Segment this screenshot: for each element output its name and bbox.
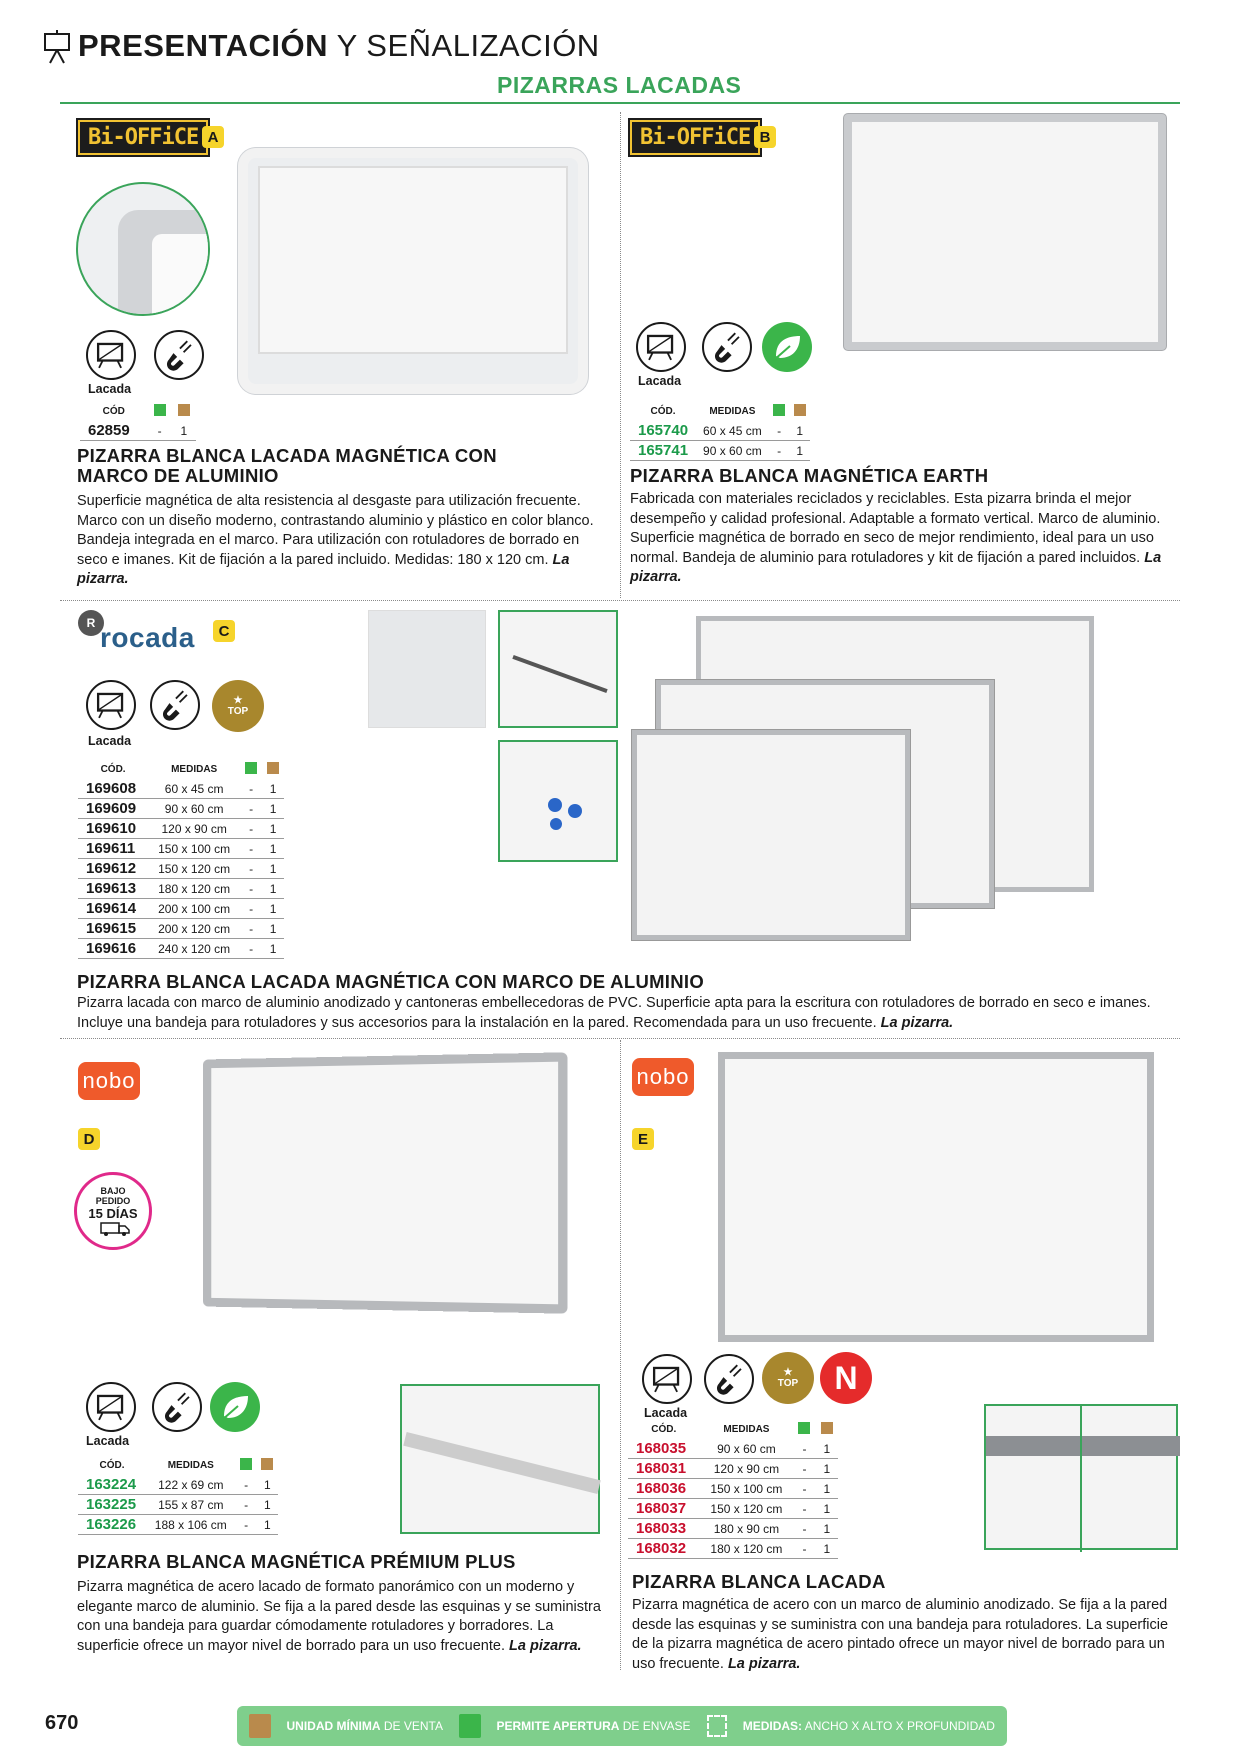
box-icon	[178, 404, 190, 416]
table-row: 168036 150 x 100 cm - 1	[628, 1479, 838, 1499]
nobo-logo: nobo	[78, 1062, 140, 1100]
table-row: 169616 240 x 120 cm - 1	[78, 939, 284, 959]
box-icon	[261, 1458, 273, 1470]
page-title: PRESENTACIÓN Y SEÑALIZACIÓN	[78, 28, 600, 63]
table-row: 169610 120 x 90 cm - 1	[78, 819, 284, 839]
magnetic-icon	[702, 322, 752, 372]
legend-bar	[237, 1706, 1007, 1746]
legend-unit: UNIDAD MÍNIMA DE VENTA	[286, 1719, 443, 1733]
box-icon	[267, 762, 279, 774]
open-pack-icon	[459, 1714, 481, 1738]
order-15-days-badge: BAJO PEDIDO 15 DÍAS	[74, 1172, 152, 1250]
new-product-icon: N	[820, 1352, 872, 1404]
product-b-title: PIZARRA BLANCA MAGNÉTICA EARTH	[630, 465, 989, 486]
product-letter-e: E	[632, 1128, 654, 1150]
lacquered-board-icon	[86, 680, 136, 730]
presentation-board-icon	[42, 30, 72, 64]
table-row: 168033 180 x 90 cm - 1	[628, 1519, 838, 1539]
legend-dimensions: MEDIDAS: ANCHO X ALTO X PROFUNDIDAD	[742, 1719, 995, 1733]
product-letter-d: D	[78, 1128, 100, 1150]
legend-open: PERMITE APERTURA DE ENVASE	[496, 1719, 691, 1733]
product-d-title: PIZARRA BLANCA MAGNÉTICA PRÉMIUM PLUS	[77, 1551, 516, 1572]
open-pack-icon	[245, 762, 257, 774]
lacada-label: Lacada	[86, 1434, 130, 1448]
table-row: 169609 90 x 60 cm - 1	[78, 799, 284, 819]
magnetic-icon	[704, 1354, 754, 1404]
table-row: 168032 180 x 120 cm - 1	[628, 1539, 838, 1559]
magnets-detail-photo	[498, 740, 618, 862]
open-pack-icon	[240, 1458, 252, 1470]
product-e-title: PIZARRA BLANCA LACADA	[632, 1571, 886, 1592]
magnetic-icon	[150, 680, 200, 730]
product-c-table: CÓD. MEDIDAS 169608 60 x 45 cm - 1 169609 90 x 60 cm - 1 169610 120 x 90 cm - 1 169611 150 x 100 cm - 1 169612 150 x 120 cm - 1 169613 180 x 120 cm - 1 169614 200 x 100 cm - 1 169615 200 x 120 cm - 1 169616 240 x 120 cm - 1	[78, 760, 284, 959]
corner-detail-photo	[76, 182, 210, 316]
truck-icon	[93, 1221, 133, 1237]
lacada-label: Lacada	[88, 382, 132, 396]
whiteboard-d-image	[203, 1052, 568, 1313]
column-divider	[620, 1040, 621, 1670]
whiteboard-a-image	[238, 148, 588, 394]
table-row: 169614 200 x 100 cm - 1	[78, 899, 284, 919]
box-icon	[249, 1714, 271, 1738]
table-row: 168037 150 x 120 cm - 1	[628, 1499, 838, 1519]
wall-mount-photo	[984, 1404, 1178, 1550]
table-row: 165741 90 x 60 cm - 1	[630, 441, 810, 461]
product-e-description: Pizarra magnética de acero con un marco de aluminio anodizado. Se fija a la pared desde las esquinas y se suministra con una bandeja para rotuladores. La superficie de la pizarra magnética de acero pintado ofrece un mayor nivel de borrado para un uso frecuente. La pizarra.	[632, 1597, 1169, 1672]
table-row: 169608 60 x 45 cm - 1	[78, 779, 284, 799]
top-seal-icon: ★ TOP	[212, 680, 264, 732]
whiteboard-b-image	[844, 114, 1166, 350]
nobo-logo: nobo	[632, 1058, 694, 1096]
room-photo	[368, 610, 486, 728]
table-row: 169612 150 x 120 cm - 1	[78, 859, 284, 879]
row-divider	[60, 1038, 1180, 1039]
table-row: 163225 155 x 87 cm - 1	[78, 1495, 278, 1515]
section-subtitle: PIZARRAS LACADAS	[497, 72, 742, 98]
lacquered-board-icon	[86, 1382, 136, 1432]
product-e-table: CÓD. MEDIDAS 168035 90 x 60 cm - 1 168031 120 x 90 cm - 1 168036 150 x 100 cm - 1 168037 150 x 120 cm - 1 168033 180 x 90 cm - 1 168032 180 x 120 cm - 1	[628, 1420, 838, 1559]
dimensions-icon	[707, 1715, 727, 1737]
table-row: 62859 - 1	[80, 421, 196, 441]
open-pack-icon	[798, 1422, 810, 1434]
product-c-title: PIZARRA BLANCA LACADA MAGNÉTICA CON MARCO DE ALUMINIO	[77, 971, 705, 992]
rocada-logo: rocada	[100, 622, 195, 653]
lacquered-board-icon	[636, 322, 686, 372]
product-letter-a: A	[202, 126, 224, 148]
whiteboard-e-image	[718, 1052, 1154, 1342]
lacada-label: Lacada	[638, 374, 682, 388]
table-row: 168031 120 x 90 cm - 1	[628, 1459, 838, 1479]
whiteboard-c-small-image	[632, 730, 910, 940]
lacada-label: Lacada	[644, 1406, 688, 1420]
lacquered-board-icon	[642, 1354, 692, 1404]
row-divider	[60, 600, 1180, 601]
lacada-label: Lacada	[88, 734, 132, 748]
product-a-description: Superficie magnética de alta resistencia al desgaste para utilización frecuente. Marco con un diseño moderno, contrastando aluminio y plástico en color blanco. Bandeja integrada en el marco. Para utilización con rotuladores de borrado en seco e imanes. Kit de fijación a la pared incluido. Medidas: 180 x 120 cm. La pizarra.	[77, 493, 594, 587]
top-seal-icon: ★ TOP	[762, 1352, 814, 1404]
product-letter-b: B	[754, 126, 776, 148]
eco-leaf-icon	[210, 1382, 260, 1432]
tray-markers-photo	[400, 1384, 600, 1534]
open-pack-icon	[773, 404, 785, 416]
table-row: 169611 150 x 100 cm - 1	[78, 839, 284, 859]
column-divider	[620, 112, 621, 598]
rocada-logo-mark: R	[78, 610, 104, 636]
product-a-title: PIZARRA BLANCA LACADA MAGNÉTICA CON MARCO DE ALUMINIO	[77, 445, 497, 486]
product-d-description: Pizarra magnética de acero lacado de formato panorámico con un moderno y elegante marco de aluminio. Se fija a la pared desde las esquinas y se suministra con una bandeja para guardar cómodamente rotuladores y borradores. La superficie ofrece un mayor nivel de borrado para un uso frecuente. La pizarra.	[77, 1579, 601, 1654]
table-row: 169613 180 x 120 cm - 1	[78, 879, 284, 899]
product-d-table: CÓD. MEDIDAS 163224 122 x 69 cm - 1 163225 155 x 87 cm - 1 163226 188 x 106 cm - 1	[78, 1456, 278, 1535]
table-row: 163224 122 x 69 cm - 1	[78, 1475, 278, 1495]
magnetic-icon	[154, 330, 204, 380]
tray-detail-photo	[498, 610, 618, 728]
product-a-table: CÓD 62859 - 1	[80, 402, 196, 441]
product-b-table: CÓD. MEDIDAS 165740 60 x 45 cm - 1 165741 90 x 60 cm - 1	[630, 402, 810, 461]
magnetic-icon	[152, 1382, 202, 1432]
product-letter-c: C	[213, 620, 235, 642]
box-icon	[821, 1422, 833, 1434]
eco-leaf-icon	[762, 322, 812, 372]
table-row: 163226 188 x 106 cm - 1	[78, 1515, 278, 1535]
box-icon	[794, 404, 806, 416]
product-b-description: Fabricada con materiales reciclados y reciclables. Esta pizarra brinda el mejor desempeño y calidad profesional. Adaptable a formato vertical. Marco de aluminio. Superficie magnética de borrado en seco de mejor rendimiento, ideal para un uso normal. Bandeja de aluminio para rotuladores y kit de fijación a pared incluidos. La pizarra.	[630, 491, 1162, 585]
bi-office-logo: Bi-OFFiCE	[78, 120, 208, 155]
product-c-description: Pizarra lacada con marco de aluminio anodizado y cantoneras embellecedoras de PVC. Superficie apta para la escritura con rotuladores de borrado en seco e imanes. Incluye una bandeja para rotuladores y sus accesorios para la instalación en la pared. Recomendada para un uso frecuente. La pizarra.	[77, 995, 1151, 1031]
table-row: 168035 90 x 60 cm - 1	[628, 1439, 838, 1459]
header-divider	[60, 102, 1180, 104]
table-row: 165740 60 x 45 cm - 1	[630, 421, 810, 441]
lacquered-board-icon	[86, 330, 136, 380]
open-pack-icon	[154, 404, 166, 416]
table-row: 169615 200 x 120 cm - 1	[78, 919, 284, 939]
bi-office-logo: Bi-OFFiCE	[630, 120, 760, 155]
page-number: 670	[45, 1712, 79, 1734]
